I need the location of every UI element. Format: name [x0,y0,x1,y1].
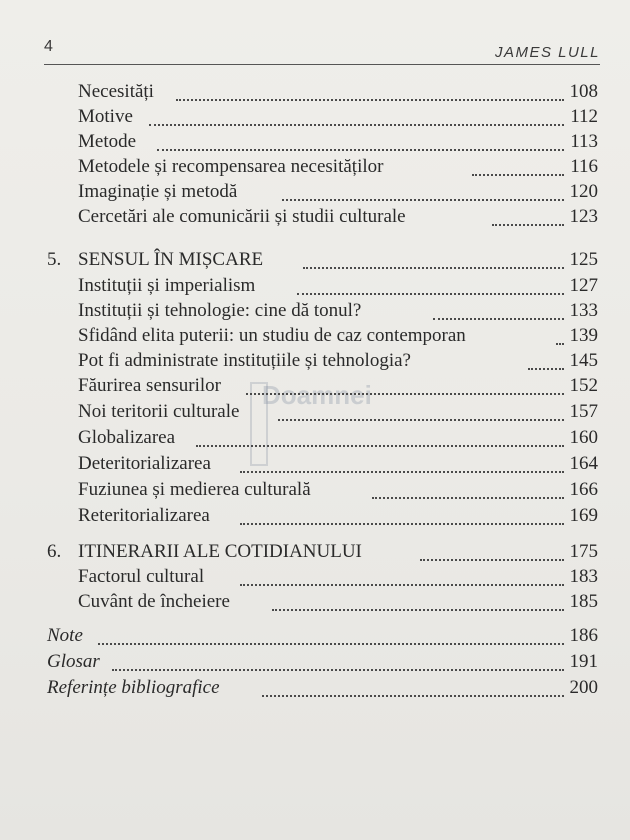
toc-entry-page: 112 [570,106,598,127]
toc-entry-page: 166 [569,479,598,500]
toc-entry-label: Noi teritorii culturale [78,401,240,422]
toc-leader-dots [278,395,564,421]
toc-entry-label: Cuvânt de încheiere [78,591,230,612]
toc-entry-page: 191 [569,651,598,672]
toc-entry-page: 157 [569,401,598,422]
toc-leader-dots [472,150,564,176]
toc-entry-page: 185 [569,591,598,612]
toc-entry-page: 152 [569,375,598,396]
toc-chapter-number: 5. [47,249,62,270]
toc-leader-dots [240,560,564,586]
toc-leader-dots [372,473,564,499]
toc-entry [0,299,630,323]
toc-leader-dots [149,100,564,126]
toc-entry-page: 169 [569,505,598,526]
toc-chapter-title: ITINERARII ALE COTIDIANULUI [78,541,362,562]
toc-entry-page: 186 [569,625,598,646]
toc-leader-dots [176,75,564,101]
toc-entry-label: Instituții și imperialism [78,275,256,296]
toc-leader-dots [556,319,564,345]
toc-entry-label: Referințe bibliografice [47,677,220,698]
toc-entry-label: Reteritorializarea [78,505,210,526]
toc-leader-dots [303,243,564,269]
toc-leader-dots [272,585,564,611]
page-number: 4 [44,38,53,55]
watermark: Doamnei [262,380,372,410]
toc-entry-label: Făurirea sensurilor [78,375,221,396]
toc-entry-label: Imaginație și metodă [78,181,238,202]
toc-leader-dots [240,447,564,473]
toc-entry-page: 108 [569,81,598,102]
toc-entry-page: 183 [569,566,598,587]
toc-entry-label: Deteritorializarea [78,453,211,474]
toc-entry-page: 113 [570,131,598,152]
toc-entry-label: Instituții și tehnologie: cine dă tonul? [78,300,362,321]
toc-back-matter [0,676,630,700]
toc-entry-label: Glosar [47,651,100,672]
toc-entry-page: 145 [569,350,598,371]
toc-entry-page: 139 [569,325,598,346]
toc-entry-page: 175 [569,541,598,562]
toc-entry-label: Globalizarea [78,427,176,448]
toc-leader-dots [196,421,564,447]
toc-leader-dots [433,294,564,320]
toc-entry-page: 133 [569,300,598,321]
toc-entry-page: 160 [569,427,598,448]
page-header [44,38,600,65]
toc-entry-page: 164 [569,453,598,474]
toc-leader-dots [420,535,564,561]
toc-leader-dots [492,200,564,226]
toc-entry-page: 120 [569,181,598,202]
toc-entry-label: Necesități [78,81,154,102]
toc-leader-dots [297,269,564,295]
toc-leader-dots [112,645,564,671]
toc-entry [0,205,630,229]
toc-entry-label: Metode [78,131,137,152]
toc-entry-label: Factorul cultural [78,566,205,587]
toc-entry-label: Note [47,625,83,646]
toc-leader-dots [157,125,564,151]
toc-entry-page: 116 [570,156,598,177]
toc-leader-dots [246,369,564,395]
toc-leader-dots [282,175,564,201]
toc-entry-page: 125 [569,249,598,270]
toc-entry-label: Fuziunea și medierea culturală [78,479,311,500]
running-head: JAMES LULL [494,44,600,61]
toc-leader-dots [240,499,564,525]
toc-entry-label: Sfidând elita puterii: un studiu de caz contemporan [78,325,466,346]
toc-entry-label: Cercetări ale comunicării și studii culturale [78,206,406,227]
toc-entry-page: 200 [569,677,598,698]
toc-leader-dots [262,671,564,697]
toc-entry [0,504,630,528]
toc-entry-page: 127 [569,275,598,296]
toc-entry-page: 123 [569,206,598,227]
toc-entry-label: Metodele și recompensarea necesităților [78,156,384,177]
toc-chapter-number: 6. [47,541,62,562]
toc-leader-dots [98,619,564,645]
toc-entry-label: Pot fi administrate instituțiile și tehnologia? [78,350,411,371]
toc-entry-label: Motive [78,106,133,127]
toc-entry [0,590,630,614]
toc-chapter-title: SENSUL ÎN MIȘCARE [78,249,264,270]
toc-leader-dots [528,344,564,370]
